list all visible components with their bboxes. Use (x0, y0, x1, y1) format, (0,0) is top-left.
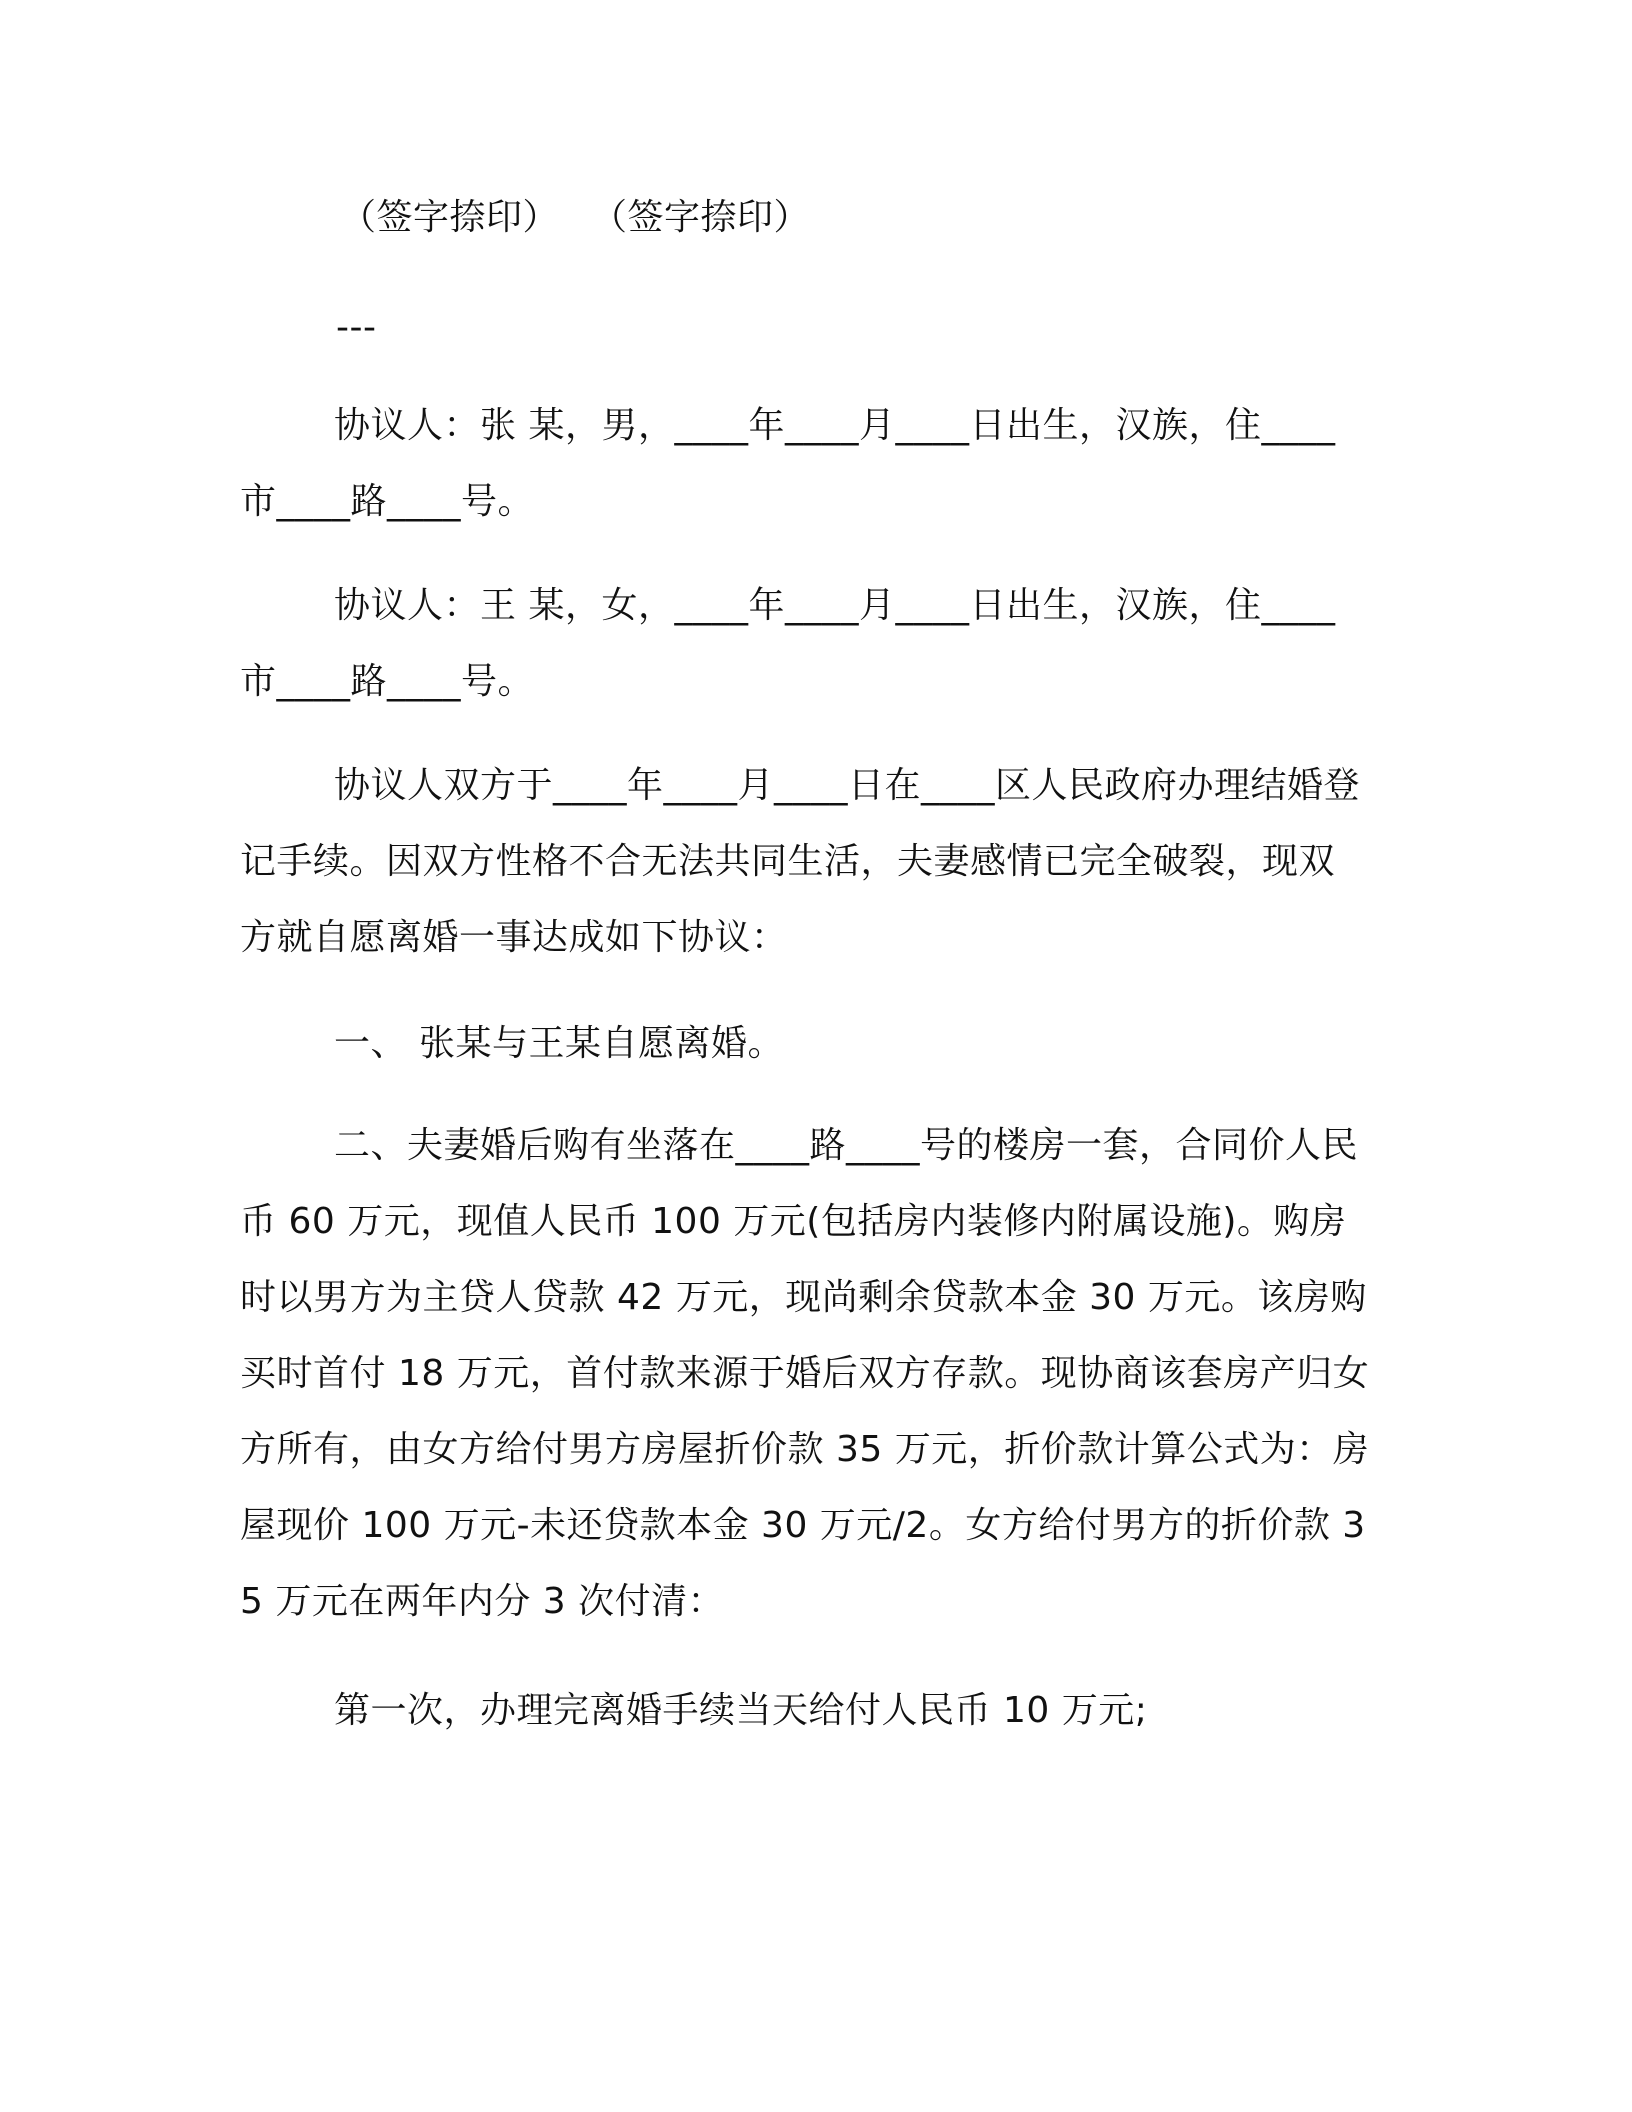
signature-label-2: （签字捺印） (609, 197, 811, 238)
payment-1-paragraph: 第一次，办理完离婚手续当天给付人民币 10 万元; (334, 1690, 1148, 1731)
party-1-paragraph: 协议人：张 某，男，____年____月____日出生，汉族，住____市____路____号。 (240, 405, 1336, 522)
clause-2-paragraph: 二、夫妻婚后购有坐落在____路____号的楼房一套，合同价人民币 60 万元，现值人民币 100 万元(包括房内装修内附属设施)。购房时以男方为主贷人贷款 42 万元，现尚剩余贷款本金 30 万元。该房购买时首付 18 万元，首付款来源于婚后双方存款。现协商该套房产归女方所有，由女方给付男方房屋折价款 35 万元，折价款计算公式为：房屋现价 100 万元-未还贷款本金 30 万元/2。女方给付男方的折价款 35 万元在两年内分 3 次付清： (240, 1125, 1370, 1622)
signature-line (340, 180, 1240, 256)
section-separator: --- (336, 307, 377, 348)
party-2-paragraph: 协议人：王 某，女，____年____月____日出生，汉族，住____市____路____号。 (240, 585, 1336, 702)
clause-1-paragraph: 一、 张某与王某自愿离婚。 (334, 1023, 784, 1064)
intro-paragraph: 协议人双方于____年____月____日在____区人民政府办理结婚登记手续。因双方性格不合无法共同生活，夫妻感情已完全破裂，现双方就自愿离婚一事达成如下协议： (240, 765, 1361, 958)
signature-label-1: （签字捺印） (340, 197, 560, 238)
